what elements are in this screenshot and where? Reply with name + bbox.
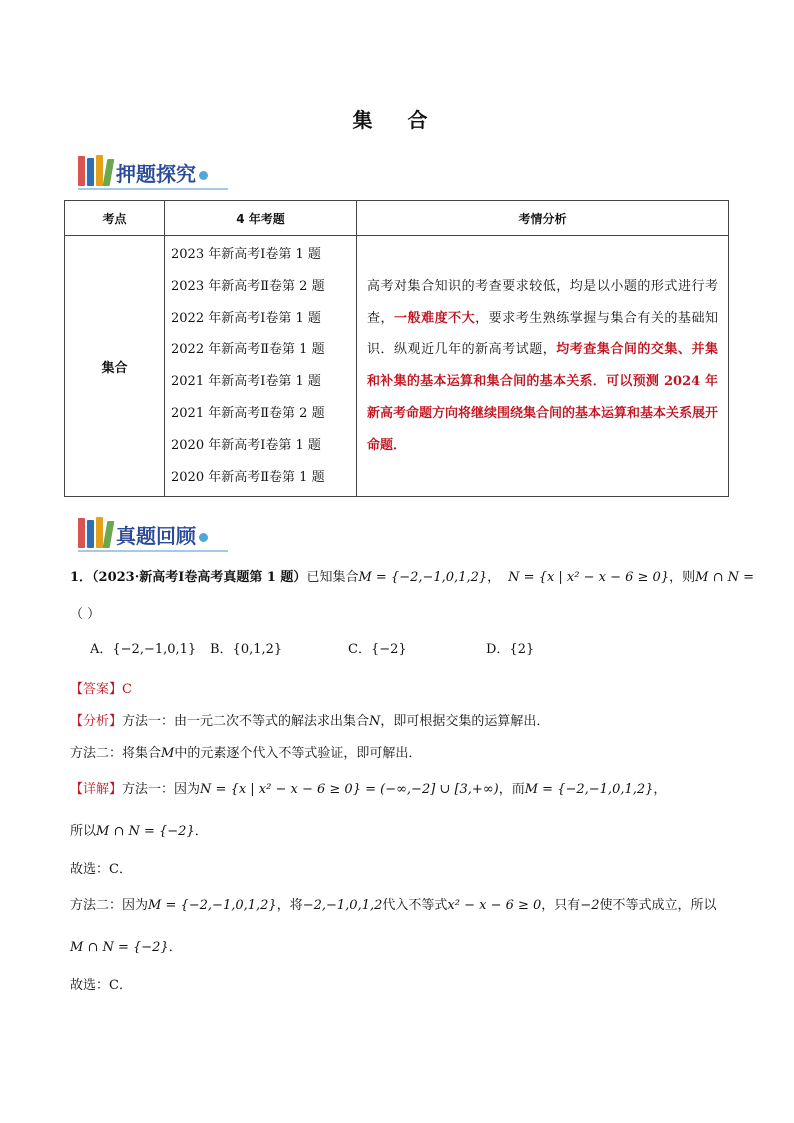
exam-item: 2021 年新高考Ⅰ卷第 1 题 xyxy=(171,374,321,390)
exam-item: 2020 年新高考Ⅰ卷第 1 题 xyxy=(171,437,321,453)
table-row xyxy=(65,236,729,497)
math-expression: x² − x − 6 ≥ 0 xyxy=(447,898,542,913)
solution-text: ． xyxy=(168,940,182,955)
exam-item: 2022 年新高考Ⅱ卷第 1 题 xyxy=(171,342,325,358)
section-heading-review xyxy=(78,512,208,548)
exam-item: 2020 年新高考Ⅱ卷第 1 题 xyxy=(171,469,325,485)
solution-text: 使不等式成立，所以 xyxy=(599,898,717,913)
exam-analysis-table xyxy=(64,200,729,497)
solution-text: 方法二：因为 xyxy=(70,898,149,913)
section-heading-exploration xyxy=(78,150,208,186)
analysis-line-1 xyxy=(70,710,549,729)
question-stem: 1．（2023·新高考Ⅰ卷高考真题第 1 题）已知集合M = {−2,−1,0,1,2}， N = {x | x² − x − 6 ≥ 0}，则M ∩ N = xyxy=(70,570,754,585)
option-d: D．{2} xyxy=(486,642,535,657)
math-expression: M = {−2,−1,0,1,2} xyxy=(524,782,654,797)
detail-tag: 【详解】 xyxy=(70,782,123,797)
section-underline xyxy=(78,550,228,552)
exam-item: 2022 年新高考Ⅰ卷第 1 题 xyxy=(171,310,321,326)
set-n: N = {x | x² − x − 6 ≥ 0} xyxy=(508,570,670,585)
exam-item: 2021 年新高考Ⅱ卷第 2 题 xyxy=(171,405,325,421)
analysis-cell xyxy=(357,236,729,497)
method2-line xyxy=(70,894,717,913)
math-expression: M ∩ N = {−2} xyxy=(96,824,195,839)
option-a: A．{−2,−1,0,1} xyxy=(90,642,197,657)
analysis-highlight: 一般难度不大 xyxy=(394,310,476,326)
books-icon xyxy=(78,517,112,548)
exam-item: 2023 年新高考Ⅱ卷第 2 题 xyxy=(171,278,325,294)
solution-text: ，即可根据交集的运算解出． xyxy=(380,714,550,729)
section-title: 押题探究 xyxy=(116,162,196,186)
choose-line-2: 故选：C． xyxy=(70,978,132,993)
detail-line-2 xyxy=(70,820,208,839)
set-m: M = {−2,−1,0,1,2} xyxy=(358,570,488,585)
math-expression: M = {−2,−1,0,1,2} xyxy=(148,898,277,913)
answer-paren: （ ） xyxy=(70,607,101,622)
section-underline xyxy=(78,188,228,190)
solution-text: ． xyxy=(194,824,208,839)
dot-icon xyxy=(199,171,208,180)
analysis-highlight: 均考查集合间的交集、并集和补集的基本运算和集合间的基本关系．可以预测 2024 年新高考命题方向将继续围绕集合间的基本运算和基本关系展开命题． xyxy=(367,342,719,453)
solution-text: 方法一：由一元二次不等式的解法求出集合 xyxy=(122,714,370,729)
math-expression: M ∩ N = {−2} xyxy=(70,940,169,955)
question-text: ，则 xyxy=(669,570,696,585)
question-source: （2023·新高考Ⅰ卷高考真题第 1 题） xyxy=(92,570,307,585)
topic-cell: 集合 xyxy=(65,236,165,497)
var-m: M xyxy=(161,746,175,761)
solution-text: 所以 xyxy=(70,824,97,839)
solution-text: 中的元素逐个代入不等式验证，即可解出． xyxy=(174,746,422,761)
solution-text: 方法一：因为 xyxy=(122,782,201,797)
method2-result xyxy=(70,936,182,955)
solution-text: 方法二：将集合 xyxy=(70,746,162,761)
detail-line-1 xyxy=(70,778,666,797)
analysis-text: 高考对集合知识的考查要求较低，均是以小题的形式进行考查， xyxy=(367,278,718,326)
choose-line-1: 故选：C． xyxy=(70,862,132,877)
section-title: 真题回顾 xyxy=(116,524,196,548)
option-c: C．{−2} xyxy=(348,642,407,657)
table-header-row xyxy=(65,201,729,236)
header-topic: 考点 xyxy=(65,201,165,236)
analysis-tag: 【分析】 xyxy=(70,714,123,729)
analysis-text: ，要求考生熟练掌握与集合有关的基础知识．纵观近几年的新高考试题， xyxy=(367,310,718,358)
question-text: 已知集合 xyxy=(306,570,359,585)
option-b: B．{0,1,2} xyxy=(210,642,283,657)
question-ask: M ∩ N = xyxy=(695,570,754,585)
exam-list-cell xyxy=(165,236,357,497)
exam-item: 2023 年新高考Ⅰ卷第 1 题 xyxy=(171,247,321,262)
solution-text: ，只有 xyxy=(541,898,581,913)
question-number: 1． xyxy=(70,570,93,585)
answer-line xyxy=(70,678,132,697)
solution-text: ， xyxy=(653,782,667,797)
header-analysis: 考情分析 xyxy=(357,201,729,236)
answer-value: C xyxy=(122,682,132,697)
math-expression: N = {x | x² − x − 6 ≥ 0} = (−∞,−2] ∪ [3,+∞) xyxy=(200,782,499,797)
solution-text: ，将 xyxy=(276,898,303,913)
var-n: N xyxy=(369,714,381,729)
books-icon xyxy=(78,155,112,186)
analysis-line-2 xyxy=(70,742,421,761)
math-expression: −2 xyxy=(580,898,600,913)
solution-text: ，而 xyxy=(498,782,525,797)
answer-tag: 【答案】 xyxy=(70,682,123,697)
header-exams: 4 年考题 xyxy=(165,201,357,236)
page-title: 集 合 xyxy=(352,108,442,132)
dot-icon xyxy=(199,533,208,542)
math-expression: −2,−1,0,1,2 xyxy=(302,898,383,913)
solution-text: 代入不等式 xyxy=(382,898,448,913)
